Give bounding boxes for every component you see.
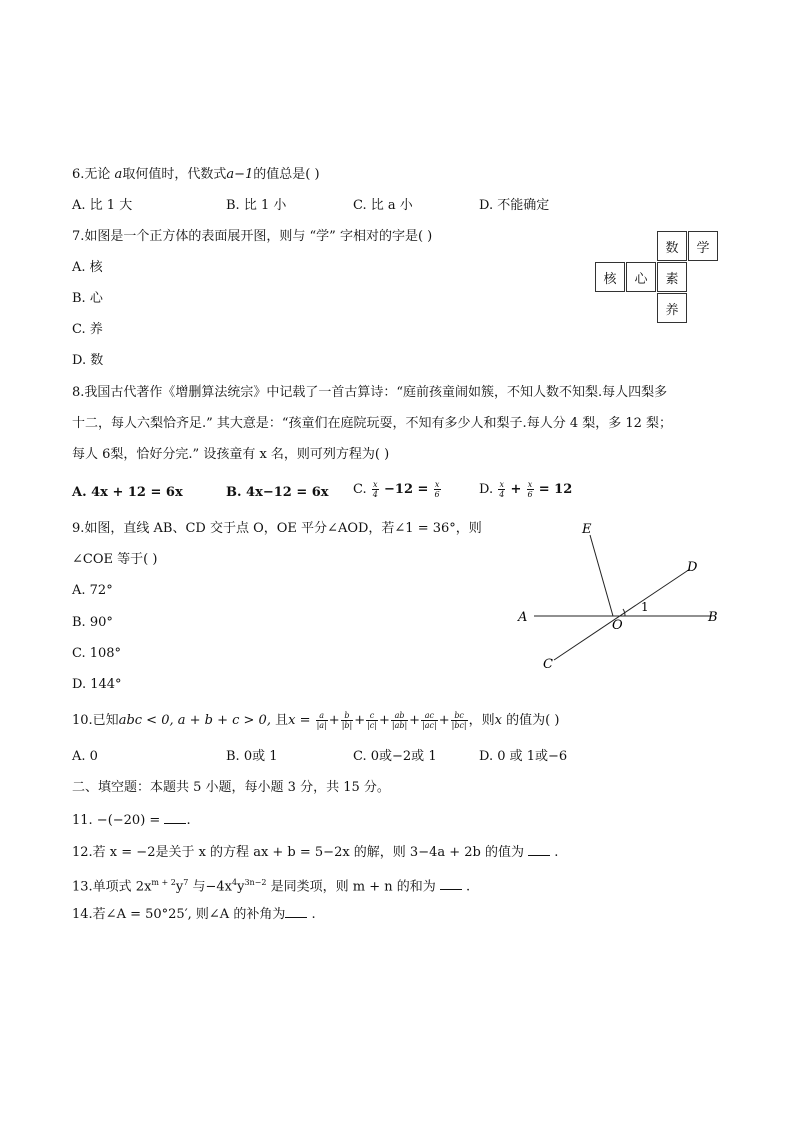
q7-option-b: B. 心 [72,291,103,306]
label-e: E [582,522,592,537]
line-cd [554,569,690,660]
net-cell-yang: 养 [657,293,687,323]
net-cell-xin: 心 [626,262,656,292]
answer-blank[interactable] [440,877,462,890]
q14: 14.若∠A = 50°25′, 则∠A 的补角为 . [72,907,316,922]
label-b: B [708,610,718,625]
frac-b: $\frac{b}{|b|}$ [341,711,353,730]
label-o: O [612,618,623,633]
section-2-heading: 二、填空题：本题共 5 小题，每小题 3 分，共 15 分。 [72,780,390,795]
q10-option-c: C. 0或−2或 1 [353,749,437,764]
q8-line-1: 8.我国古代著作《增删算法统宗》中记载了一首古算诗：“庭前孩童闹如簇，不知人数不知梨.每人四梨多 [72,385,668,400]
q8-option-d: D. $\frac{x}{4}$ + $\frac{x}{6}$ = 12 [479,480,573,499]
q8-line-3: 每人 6梨，恰好分完.” 设孩童有 x 名，则可列方程为( ) [72,447,390,462]
label-c: C [543,657,553,672]
q6-stem: 6.无论 a取何值时，代数式a−1的值总是( ) [72,167,320,182]
ray-oe [590,535,613,616]
net-cell-shu: 数 [657,231,687,261]
label-a: A [518,610,528,625]
frac-ab: $\frac{ab}{|ab|}$ [391,711,408,730]
answer-blank[interactable] [528,843,550,856]
q13: 13.单项式 $2x^{m + 2}y^7$ 与$-4x^4y^{3n-2}$ 是同类项，则 m + n 的和为 . [72,878,471,895]
label-d: D [687,560,698,575]
q8-option-b: B. 4x−12 = 6x [226,485,329,500]
frac-x-over-6: $\frac{x}{6}$ [434,480,440,499]
q7-option-c: C. 养 [72,322,103,337]
q9-option-c: C. 108° [72,646,122,661]
q6-option-b: B. 比 1 小 [226,198,287,213]
answer-blank[interactable] [285,905,307,918]
frac-x-over-4: $\frac{x}{4}$ [372,480,378,499]
answer-blank[interactable] [164,811,186,824]
angle-figure [510,518,740,678]
q6-option-a: A. 比 1 大 [72,198,133,213]
q10-option-b: B. 0或 1 [226,749,278,764]
frac-bc: $\frac{bc}{|bc|}$ [451,711,467,730]
net-cell-su: 素 [657,262,687,292]
net-cell-he: 核 [595,262,625,292]
q8-option-a: A. 4x + 12 = 6x [72,485,183,500]
q9-option-d: D. 144° [72,677,122,692]
q9-line-2: ∠COE 等于( ) [72,552,158,567]
q6-option-c: C. 比 a 小 [353,198,413,213]
q8-option-c: C. $\frac{x}{4}$ −12 = $\frac{x}{6}$ [353,480,440,499]
q9-option-b: B. 90° [72,615,113,630]
frac-x-over-4: $\frac{x}{4}$ [499,480,505,499]
q9-option-a: A. 72° [72,583,113,598]
label-angle-1: 1 [641,600,649,614]
frac-a: $\frac{a}{|a|}$ [316,711,327,730]
frac-x-over-6: $\frac{x}{6}$ [527,480,533,499]
frac-ac: $\frac{ac}{|ac|}$ [422,711,437,730]
net-cell-xue: 学 [688,231,718,261]
q10-option-a: A. 0 [72,749,98,764]
q6-option-d: D. 不能确定 [479,198,550,213]
frac-c: $\frac{c}{|c|}$ [367,711,377,730]
q11: 11. −(−20) = . [72,813,191,828]
q7-option-d: D. 数 [72,353,104,368]
q12: 12.若 x = −2是关于 x 的方程 ax + b = 5−2x 的解，则 3−4a + 2b 的值为 . [72,845,559,860]
q7-stem: 7.如图是一个正方体的表面展开图，则与 “学” 字相对的字是( ) [72,229,433,244]
q9-line-1: 9.如图，直线 AB、CD 交于点 O，OE 平分∠AOD，若∠1 = 36°，则 [72,521,482,536]
q8-line-2: 十二，每人六梨恰齐足.” 其大意是：“孩童们在庭院玩耍，不知有多少人和梨子.每人分 4 梨，多 12 梨； [72,416,673,431]
q7-option-a: A. 核 [72,260,103,275]
q10-option-d: D. 0 或 1或−6 [479,749,568,764]
angle-1-arc [623,609,625,616]
q10-stem: 10.已知abc < 0, a + b + c > 0, 且x = $\frac{a}{|a|}$ + $\frac{b}{|b|}$ + $\frac{c}{|c|}$ + $\frac{ab}{|ab|}$ + $\frac{ac}{|ac|}$ + $\frac{bc}{|bc|}$ ，则x 的值为( ) [72,711,560,730]
